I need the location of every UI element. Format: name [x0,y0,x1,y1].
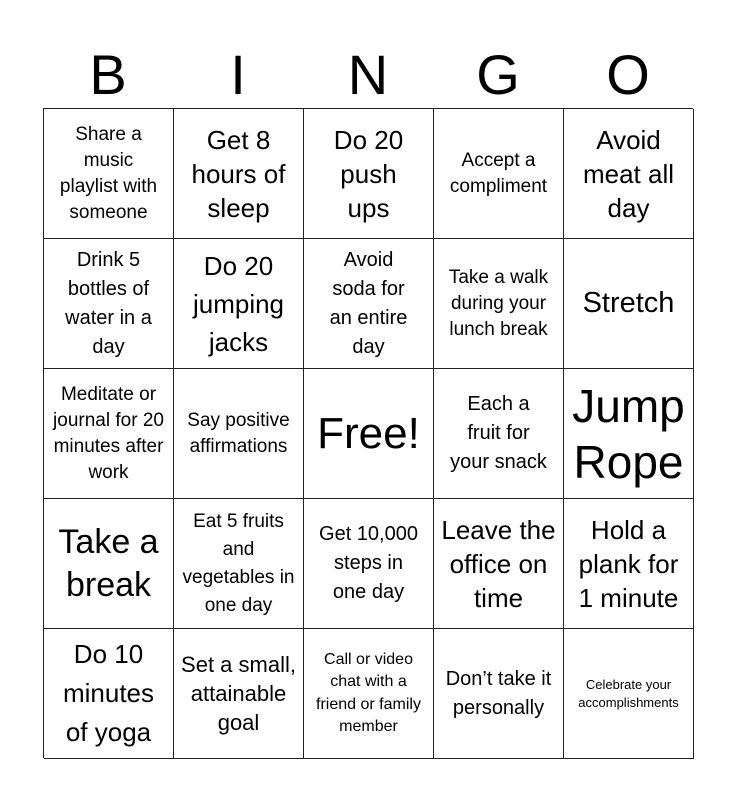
bingo-cell[interactable] [434,499,564,629]
cell-text: Get 8 hours of sleep [191,124,286,223]
header-letter-o: O [606,43,650,106]
header-letter-b: B [89,43,127,106]
cell-text: Avoid soda for an entire day [329,248,408,358]
cell-text: Say positive affirmations [187,409,290,457]
bingo-cell[interactable] [564,239,694,369]
bingo-cell[interactable] [564,629,694,759]
bingo-cell[interactable] [564,109,694,239]
bingo-cell[interactable] [304,109,434,239]
bingo-cell[interactable] [434,629,564,759]
bingo-cell[interactable] [44,369,174,499]
header-letter-g: G [476,43,520,106]
bingo-cell[interactable] [174,109,304,239]
bingo-grid [43,108,693,758]
cell-text: Jump Rope [572,379,685,488]
bingo-cell-free[interactable] [304,369,434,499]
bingo-cell[interactable] [44,109,174,239]
bingo-cell[interactable] [564,499,694,629]
cell-text: Set a small, attainable goal [181,652,296,735]
cell-text: Celebrate your accomplishments [578,676,679,710]
bingo-cell[interactable] [434,109,564,239]
cell-text: Avoid meat all day [582,124,675,223]
cell-text: Do 10 minutes of yoga [62,639,155,747]
cell-text: Do 20 push ups [333,124,404,223]
cell-text: Stretch [582,287,675,319]
cell-text: Drink 5 bottles of water in a day [65,248,152,358]
cell-text: Meditate or journal for 20 minutes after work [53,383,164,483]
cell-text: Don’t take it personally [445,667,552,719]
cell-text: Hold a plank for 1 minute [578,514,679,613]
bingo-cell[interactable] [304,239,434,369]
header-letter-n: N [347,43,389,106]
bingo-header [43,42,693,108]
cell-text: Each a fruit for your snack [450,393,547,473]
cell-text: Leave the office on time [441,514,556,613]
bingo-cell[interactable] [434,239,564,369]
cell-text: Take a walk during your lunch break [448,266,549,340]
cell-text: Call or video chat with a friend or family member [316,650,421,735]
bingo-cell[interactable] [564,369,694,499]
bingo-cell[interactable] [174,629,304,759]
bingo-cell[interactable] [174,499,304,629]
bingo-cell[interactable] [174,369,304,499]
bingo-cell[interactable] [174,239,304,369]
cell-text: Do 20 jumping jacks [192,250,285,357]
cell-text: Take a break [58,522,159,604]
cell-text: Share a music playlist with someone [59,123,158,223]
cell-text: Accept a compliment [449,149,548,197]
header-letter-i: I [230,43,246,106]
bingo-cell[interactable] [304,499,434,629]
cell-text: Eat 5 fruits and vegetables in one day [182,510,295,616]
bingo-cell[interactable] [304,629,434,759]
cell-text: Get 10,000 steps in one day [319,523,418,603]
bingo-cell[interactable] [44,629,174,759]
bingo-cell[interactable] [44,499,174,629]
cell-text: Free! [317,408,420,458]
bingo-cell[interactable] [434,369,564,499]
bingo-cell[interactable] [44,239,174,369]
